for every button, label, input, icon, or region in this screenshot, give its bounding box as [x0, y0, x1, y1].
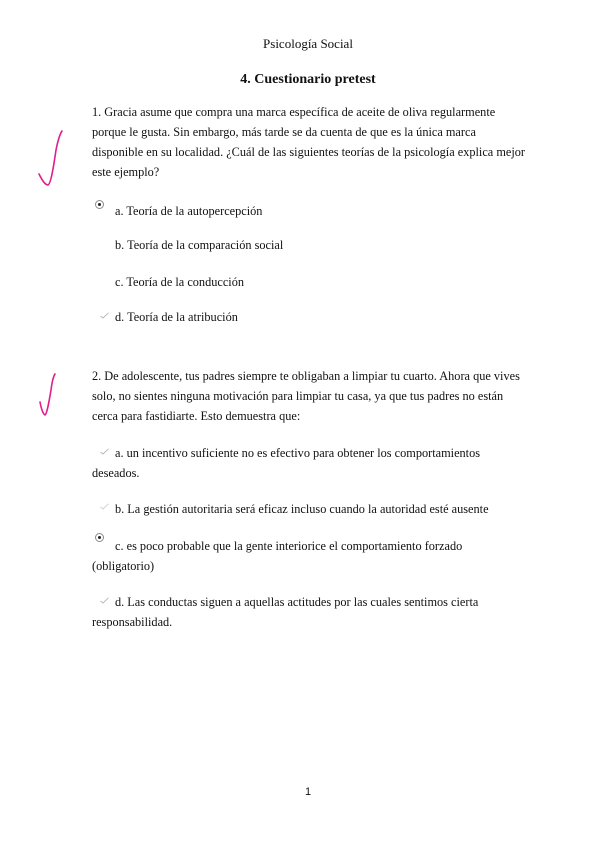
page-number: 1	[304, 786, 312, 798]
tick-icon	[100, 312, 109, 319]
question-2-option-a[interactable]: a. un incentivo suficiente no es efectivo para obtener los comportamientos deseados.	[92, 446, 481, 480]
question-1-option-d[interactable]: d. Teoría de la atribución	[115, 310, 238, 324]
question-2-option-b[interactable]: b. La gestión autoritaria será eficaz incluso cuando la autoridad esté ausente	[115, 502, 489, 516]
running-header: Psicología Social	[263, 36, 353, 51]
tick-icon	[100, 503, 109, 510]
checkmark-icon	[38, 372, 58, 420]
question-2-option-c[interactable]: c. es poco probable que la gente interiorice el comportamiento forzado (obligatorio)	[92, 539, 463, 573]
question-1-text: 1. Gracia asume que compra una marca específica de aceite de oliva regularmente porque le gusta. Sin embargo, más tarde se da cuenta de que es la única marca disponible en su localidad. ¿Cuál de las siguientes teorías de la psicología explica mejor este ejemplo?	[92, 105, 526, 179]
question-1-option-c[interactable]: c. Teoría de la conducción	[115, 275, 244, 289]
question-2-text: 2. De adolescente, tus padres siempre te obligaban a limpiar tu cuarto. Ahora que vives solo, no sientes ninguna motivación para limpiar tu casa, ya que tus padres no están cerca para fastidiarte. Esto demuestra que:	[92, 369, 520, 423]
question-1-option-a[interactable]: a. Teoría de la autopercepción	[115, 204, 263, 218]
section-title: 4. Cuestionario pretest	[240, 72, 376, 87]
question-2-option-d[interactable]: d. Las conductas siguen a aquellas actitudes por las cuales sentimos cierta responsabilidad.	[92, 595, 479, 629]
option-radio-selected[interactable]	[95, 200, 104, 209]
question-1-option-b[interactable]: b. Teoría de la comparación social	[115, 238, 284, 252]
checkmark-icon	[36, 128, 66, 190]
